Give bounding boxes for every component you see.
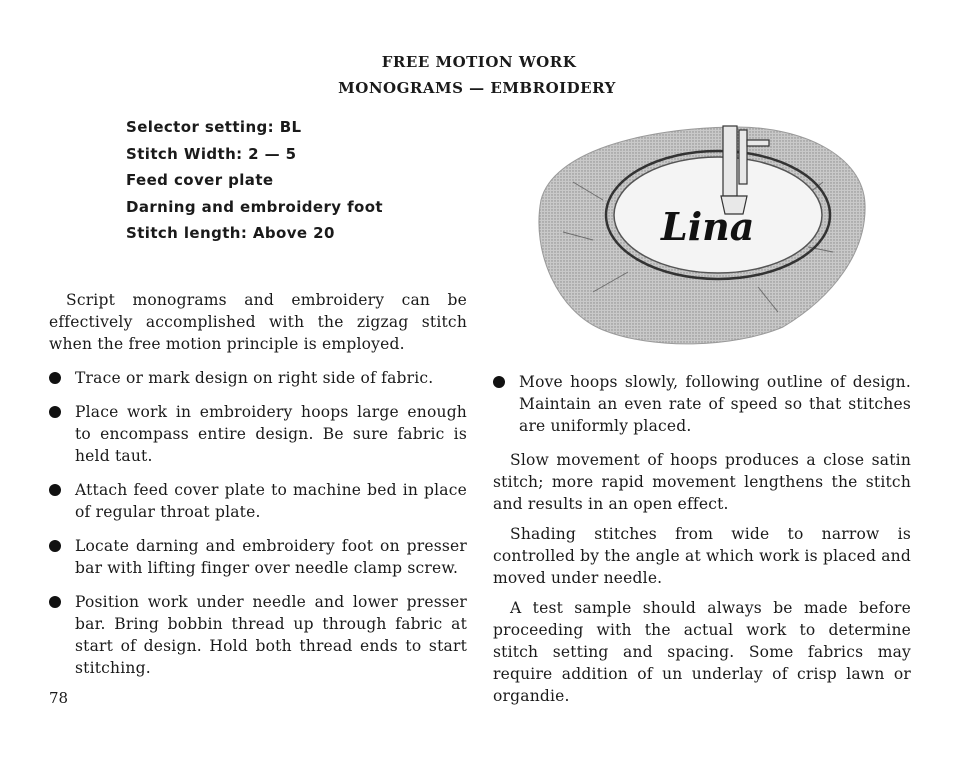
- page-title: FREE MOTION WORK: [381, 53, 577, 71]
- monogram-text: Lina: [661, 204, 755, 249]
- intro-paragraph: Script monograms and embroidery can be effectively accomplished with the zigzag stitch when the free motion principle is employed.: [49, 291, 467, 353]
- paragraph: Slow movement of hoops produces a close satin stitch; more rapid movement lengthens the stitch and results in an open effect.: [493, 451, 911, 513]
- list-item: Locate darning and embroidery foot on presser bar with lifting finger over needle clamp screw.: [49, 535, 467, 579]
- left-column: [49, 289, 467, 691]
- setting-stitch-length: Stitch length: Above 20: [126, 224, 335, 242]
- embroidery-hoop-illustration: [533, 122, 869, 350]
- paragraph: A test sample should always be made before proceeding with the actual work to determine stitch setting and spacing. Some fabrics may require addition of un underlay of crisp lawn or organdie.: [493, 599, 911, 705]
- bullet-icon: [49, 406, 61, 418]
- bullet-icon: [49, 484, 61, 496]
- page-number: 78: [49, 689, 69, 707]
- list-item: Trace or mark design on right side of fabric.: [49, 367, 467, 389]
- list-item: Attach feed cover plate to machine bed in place of regular throat plate.: [49, 479, 467, 523]
- bullet-icon: [493, 376, 505, 388]
- list-item: Position work under needle and lower presser bar. Bring bobbin thread up through fabric at start of design. Hold both thread ends to start stitching.: [49, 591, 467, 679]
- setting-foot: Darning and embroidery foot: [126, 197, 383, 216]
- setting-selector: Selector setting: BL: [126, 118, 302, 136]
- bullet-icon: [49, 372, 61, 384]
- paragraph: Shading stitches from wide to narrow is controlled by the angle at which work is placed and moved under needle.: [493, 525, 911, 587]
- page-subtitle: MONOGRAMS — EMBROIDERY: [338, 79, 616, 97]
- bullet-icon: [49, 596, 61, 608]
- setting-feed-cover: Feed cover plate: [126, 171, 274, 189]
- setting-stitch-width: Stitch Width: 2 — 5: [126, 144, 297, 163]
- list-item: Place work in embroidery hoops large enough to encompass entire design. Be sure fabric is held taut.: [49, 401, 467, 467]
- machine-settings: [126, 117, 383, 250]
- right-column: [493, 371, 911, 715]
- list-item: Move hoops slowly, following outline of design. Maintain an even rate of speed so that stitches are uniformly placed.: [493, 371, 911, 437]
- bullet-icon: [49, 540, 61, 552]
